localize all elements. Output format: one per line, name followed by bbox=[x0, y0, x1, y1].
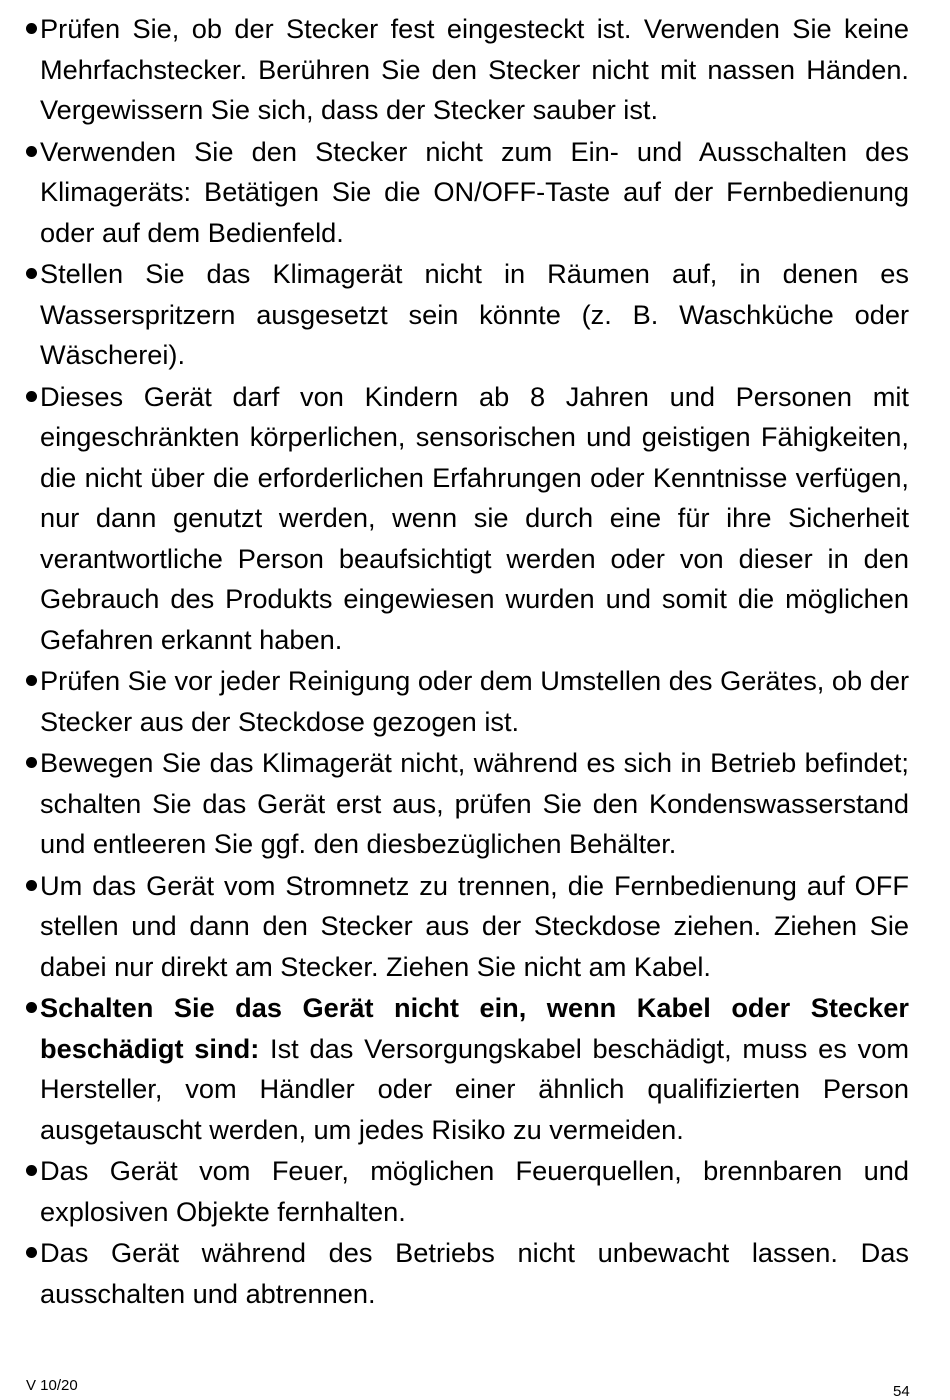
bullet-icon bbox=[26, 1247, 37, 1258]
list-item bbox=[0, 132, 950, 254]
list-item bbox=[0, 1233, 950, 1314]
list-item bbox=[0, 1151, 950, 1232]
list-item-text: Prüfen Sie, ob der Stecker fest eingesteckt ist. Verwenden Sie keine Mehrfachstecker. Berühren Sie den Stecker nicht mit nassen Händen. Vergewissern Sie sich, dass der Stecker sauber ist. bbox=[40, 13, 909, 125]
list-item-text: Verwenden Sie den Stecker nicht zum Ein- und Ausschalten des Klimageräts: Betätigen Sie die ON/OFF-Taste auf der Fernbedienung oder auf dem Bedienfeld. bbox=[40, 135, 909, 248]
bullet-icon bbox=[26, 1165, 37, 1176]
list-item-text: Das Gerät vom Feuer, möglichen Feuerquellen, brennbaren und explosiven Objekte fernhalten. bbox=[40, 1155, 909, 1227]
list-item bbox=[0, 743, 950, 865]
bullet-icon bbox=[26, 268, 37, 279]
list-item bbox=[0, 866, 950, 988]
list-item-text: Das Gerät während des Betriebs nicht unbewacht lassen. Das ausschalten und abtrennen. bbox=[40, 1237, 909, 1309]
list-item-text: Prüfen Sie vor jeder Reinigung oder dem Umstellen des Gerätes, ob der Stecker aus der Steckdose gezogen ist. bbox=[40, 665, 909, 737]
bullet-icon bbox=[26, 880, 37, 891]
page-number: 54 bbox=[893, 1383, 910, 1400]
list-item bbox=[0, 9, 950, 131]
version-label: V 10/20 bbox=[26, 1377, 78, 1394]
bullet-icon bbox=[26, 146, 37, 157]
list-item-text: Stellen Sie das Klimagerät nicht in Räumen auf, in denen es Wasserspritzern ausgesetzt sein könnte (z. B. Waschküche oder Wäscherei). bbox=[40, 258, 909, 370]
list-item bbox=[0, 254, 950, 376]
list-item bbox=[0, 988, 950, 1150]
bullet-icon bbox=[26, 391, 37, 402]
list-item-text: Bewegen Sie das Klimagerät nicht, während es sich in Betrieb befindet; schalten Sie das Gerät erst aus, prüfen Sie den Kondenswasserstand und entleeren Sie ggf. den diesbezüglichen Behälter. bbox=[40, 747, 909, 859]
bullet-icon bbox=[26, 23, 37, 34]
bullet-icon bbox=[26, 757, 37, 768]
list-item-bold-text: Schalten Sie das Gerät nicht ein, wenn Kabel oder Stecker beschädigt sind: bbox=[40, 992, 909, 1064]
list-item bbox=[0, 661, 950, 742]
list-item-text: Dieses Gerät darf von Kindern ab 8 Jahren und Personen mit eingeschränkten körperlichen, sensorischen und geistigen Fähigkeiten, die nicht über die erforderlichen Erfahrungen oder Kenntnisse verfügen, nur dann genutzt werden, wenn sie durch eine für ihre Sicherheit verantwortliche Person beaufsichtigt werden oder von dieser in den Gebrauch des Produkts eingewiesen wurden und somit die möglichen Gefahren erkannt haben. bbox=[40, 380, 909, 655]
list-item-text: Ist das Versorgungskabel beschädigt, muss es vom Hersteller, vom Händler oder einer ähnlich qualifizierten Person ausgetauscht werden, um jedes Risiko zu vermeiden. bbox=[40, 1032, 909, 1145]
bullet-icon bbox=[26, 1002, 37, 1013]
safety-instructions-list bbox=[0, 9, 950, 1315]
list-item-text: Um das Gerät vom Stromnetz zu trennen, die Fernbedienung auf OFF stellen und dann den Stecker aus der Steckdose ziehen. Ziehen Sie dabei nur direkt am Stecker. Ziehen Sie nicht am Kabel. bbox=[40, 869, 909, 982]
list-item bbox=[0, 377, 950, 661]
bullet-icon bbox=[26, 675, 37, 686]
